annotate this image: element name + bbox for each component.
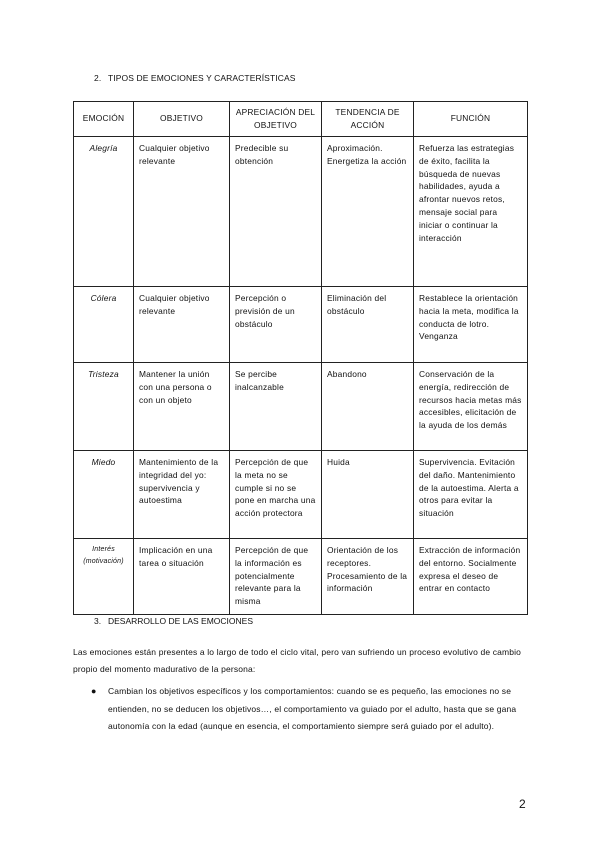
cell-tendency: Eliminación del obstáculo [322,287,414,363]
cell-emotion: Interés (motivación) [74,539,134,615]
bullet-text: Cambian los objetivos específicos y los comportamientos: cuando se es pequeño, las emociones no se entienden, no se deducen los objetivos…, el comportamiento va guiado por el adulto, hasta que se gana autonomía con la edad (aunque en esencia, el comportamiento siempre será guiado por el adulto). [108,686,517,731]
cell-objective: Cualquier objetivo relevante [134,137,230,287]
cell-tendency: Abandono [322,363,414,451]
section-2-title: TIPOS DE EMOCIONES Y CARACTERÍSTICAS [108,73,296,83]
cell-appraisal: Percepción de que la información es potencialmente relevante para la misma [230,539,322,615]
section-3-title: DESARROLLO DE LAS EMOCIONES [108,616,254,626]
intro-paragraph: Las emociones están presentes a lo largo de todo el ciclo vital, pero van sufriendo un proceso evolutivo de cambio propio del momento madurativo de la persona: [73,647,522,674]
cell-appraisal: Percepción o previsión de un obstáculo [230,287,322,363]
cell-objective: Mantener la unión con una persona o con un objeto [134,363,230,451]
table-row [74,287,528,363]
header-objetivo: OBJETIVO [134,102,230,137]
section-2-heading [94,73,296,83]
cell-tendency: Orientación de los receptores. Procesamiento de la información [322,539,414,615]
cell-emotion: Cólera [74,287,134,363]
cell-emotion: Alegría [74,137,134,287]
header-emocion: EMOCIÓN [74,102,134,137]
cell-appraisal: Percepción de que la meta no se cumple si no se pone en marcha una acción protectora [230,451,322,539]
cell-function: Extracción de información del entorno. Socialmente expresa el deseo de entrar en contacto [414,539,528,615]
table-row [74,137,528,287]
cell-objective: Mantenimiento de la integridad del yo: supervivencia y autoestima [134,451,230,539]
cell-appraisal: Se percibe inalcanzable [230,363,322,451]
table-row [74,539,528,615]
cell-appraisal: Predecible su obtención [230,137,322,287]
table-row [74,363,528,451]
cell-function: Restablece la orientación hacia la meta, modifica la conducta de lotro. Venganza [414,287,528,363]
page-number: 2 [519,797,526,811]
cell-function: Supervivencia. Evitación del daño. Mantenimiento de la autoestima. Alerta a otros para evitar la situación [414,451,528,539]
header-funcion: FUNCIÓN [414,102,528,137]
section-3-heading [94,616,253,626]
table-header-row [74,102,528,137]
cell-function: Conservación de la energía, redirección de recursos hacia metas más accesibles, elicitación de la ayuda de los demás [414,363,528,451]
cell-emotion: Miedo [74,451,134,539]
section-3-number: 3. [94,616,102,626]
cell-tendency: Huida [322,451,414,539]
cell-emotion: Tristeza [74,363,134,451]
section-2-number: 2. [94,73,102,83]
cell-tendency: Aproximación. Energetiza la acción [322,137,414,287]
emotions-table [73,101,528,615]
cell-objective: Cualquier objetivo relevante [134,287,230,363]
bullet-dot-icon: ● [91,686,97,696]
table-row [74,451,528,539]
header-tendencia: TENDENCIA DE ACCIÓN [322,102,414,137]
header-apreciacion: APRECIACIÓN DEL OBJETIVO [230,102,322,137]
cell-objective: Implicación en una tarea o situación [134,539,230,615]
cell-function: Refuerza las estrategias de éxito, facilita la búsqueda de nuevas habilidades, ayuda a afrontar nuevos retos, mensaje social para iniciar o continuar la interacción [414,137,528,287]
